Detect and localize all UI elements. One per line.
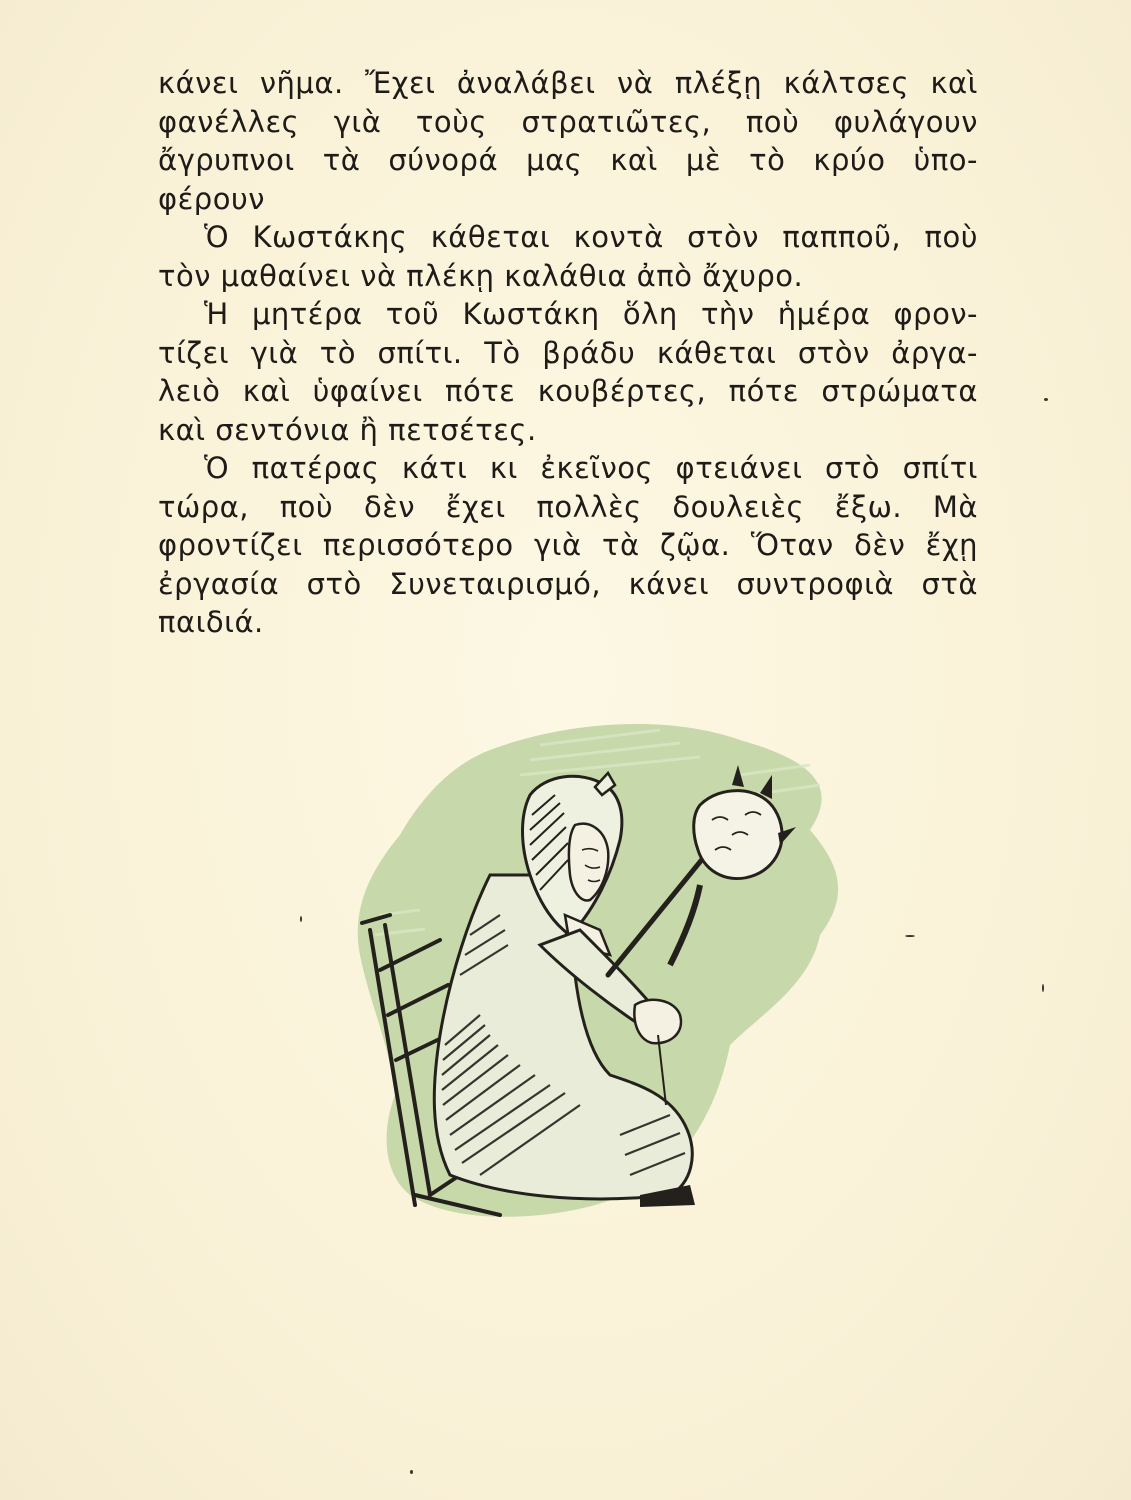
body-text [158,64,978,642]
text-line: τίζει γιὰ τὸ σπίτι. Τὸ βράδυ κάθεται στὸν ἀργα- [158,335,978,370]
page-speck [300,916,302,922]
text-line: φέρουν [158,181,265,216]
text-line: φροντίζει περισσότερο γιὰ τὰ ζῷα. Ὅταν δὲν ἔχῃ [158,528,978,562]
text-line: Ἡ μητέρα τοῦ Κωστάκη ὅλη τὴν ἡμέρα φρον- [204,297,978,331]
page-speck [1044,398,1048,401]
text-line: κάνει νῆμα. Ἔχει ἀναλάβει νὰ πλέξῃ κάλτσες καὶ [158,66,978,100]
spinning-woman-illustration [340,715,1020,1275]
text-line: ἄγρυπνοι τὰ σύνορά μας καὶ μὲ τὸ κρύο ὑπο- [158,143,978,177]
text-line: ἐργασία στὸ Συνεταιρισμό, κάνει συντροφιὰ στὰ [158,566,978,601]
page-speck [1042,984,1044,992]
text-line: λειὸ καὶ ὑφαίνει πότε κουβέρτες, πότε στρώματα [158,374,978,408]
page-speck [905,935,915,937]
text-line: Ὁ πατέρας κάτι κι ἐκεῖνος φτειάνει στὸ σπίτι [204,451,978,485]
text-line: Ὁ Κωστάκης κάθεται κοντὰ στὸν παπποῦ, ποὺ [204,220,978,254]
text-line: τώρα, ποὺ δὲν ἔχει πολλὲς δουλειὲς ἔξω. Μὰ [158,489,978,524]
text-line: παιδιά. [158,605,264,639]
text-line: καὶ σεντόνια ἢ πετσέτες. [158,412,537,447]
text-line: φανέλλες γιὰ τοὺς στρατιῶτες, ποὺ φυλάγουν [158,104,978,139]
text-line: τὸν μαθαίνει νὰ πλέκῃ καλάθια ἀπὸ ἄχυρο. [158,258,804,293]
page-speck [410,1470,413,1474]
wool-bundle [694,791,782,879]
